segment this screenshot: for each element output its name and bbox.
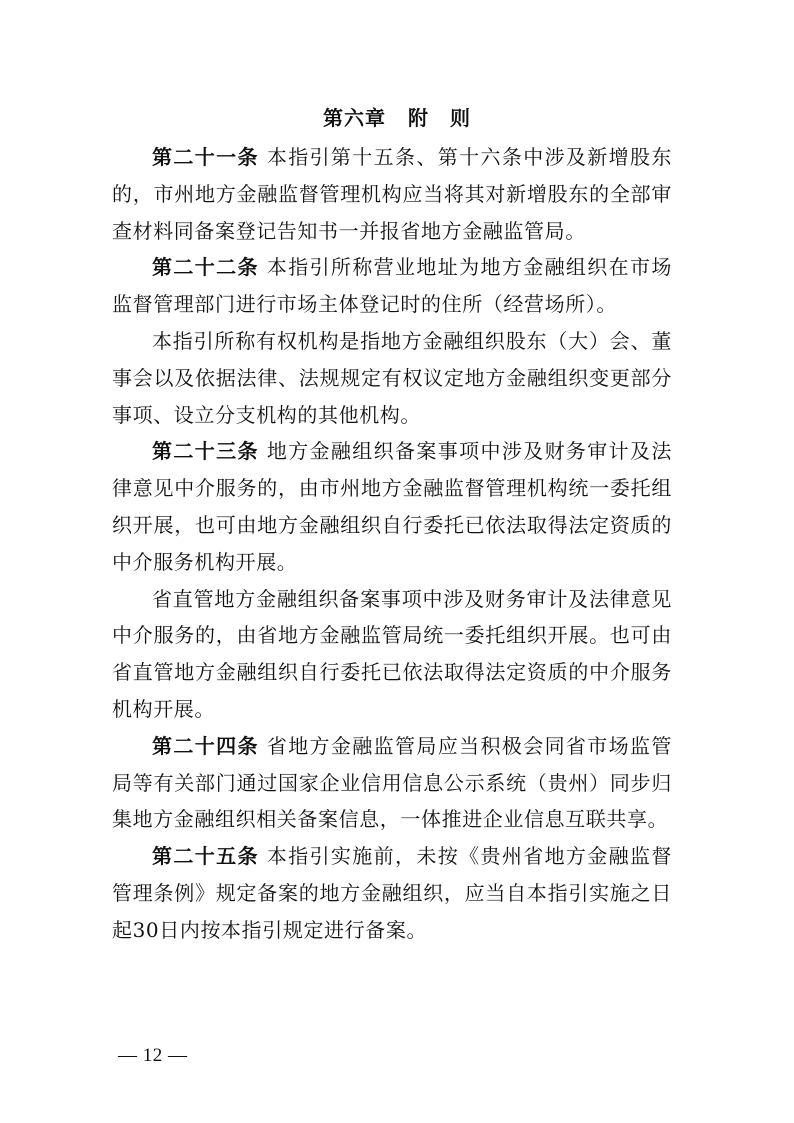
chapter-name: 附 则 <box>408 106 471 130</box>
article-label: 第二十一条 <box>152 145 259 169</box>
paragraph-text: 省直管地方金融组织备案事项中涉及财务审计及法律意见中介服务的，由省地方金融监管局统一委托组织开展。也可由省直管地方金融组织自行委托已依法取得法定资质的中介服务机构开展。 <box>112 586 672 721</box>
paragraph-text: 本指引实施前，未按《贵州省地方金融监督管理条例》规定备案的地方金融组织，应当自本指引实施之日起30日内按本指引规定进行备案。 <box>112 844 672 942</box>
paragraph-provincial-intermediary <box>112 581 672 728</box>
paragraph-text: 省地方金融监管局应当积极会同省市场监管局等有关部门通过国家企业信用信息公示系统（贵州）同步归集地方金融组织相关备案信息，一体推进企业信息互联共享。 <box>112 733 672 832</box>
page-number: — 12 — <box>118 1045 188 1066</box>
paragraph-article-24 <box>112 728 672 838</box>
paragraph-text: 本指引第十五条、第十六条中涉及新增股东的，市州地方金融监督管理机构应当将其对新增股东的全部审查材料同备案登记告知书一并报省地方金融监管局。 <box>112 145 672 243</box>
article-label: 第二十二条 <box>152 255 259 280</box>
paragraph-authorized-body <box>112 323 672 433</box>
paragraph-article-21 <box>112 139 672 249</box>
chapter-body <box>112 139 672 949</box>
article-label: 第二十五条 <box>152 844 259 869</box>
paragraph-text: 地方金融组织备案事项中涉及财务审计及法律意见中介服务的，由市州地方金融监督管理机构统一委托组织开展，也可由地方金融组织自行委托已依法取得法定资质的中介服务机构开展。 <box>112 439 672 574</box>
paragraph-text: 本指引所称有权机构是指地方金融组织股东（大）会、董事会以及依据法律、法规规定有权议定地方金融组织变更部分事项、设立分支机构的其他机构。 <box>112 328 672 427</box>
article-label: 第二十三条 <box>152 439 259 464</box>
paragraph-article-25 <box>112 838 672 948</box>
paragraph-article-22 <box>112 249 672 323</box>
chapter-title <box>0 104 794 132</box>
article-label: 第二十四条 <box>152 733 259 758</box>
paragraph-article-23 <box>112 433 672 580</box>
paragraph-text: 本指引所称营业地址为地方金融组织在市场监督管理部门进行市场主体登记时的住所（经营场所）。 <box>112 255 672 317</box>
chapter-number: 第六章 <box>323 106 386 130</box>
